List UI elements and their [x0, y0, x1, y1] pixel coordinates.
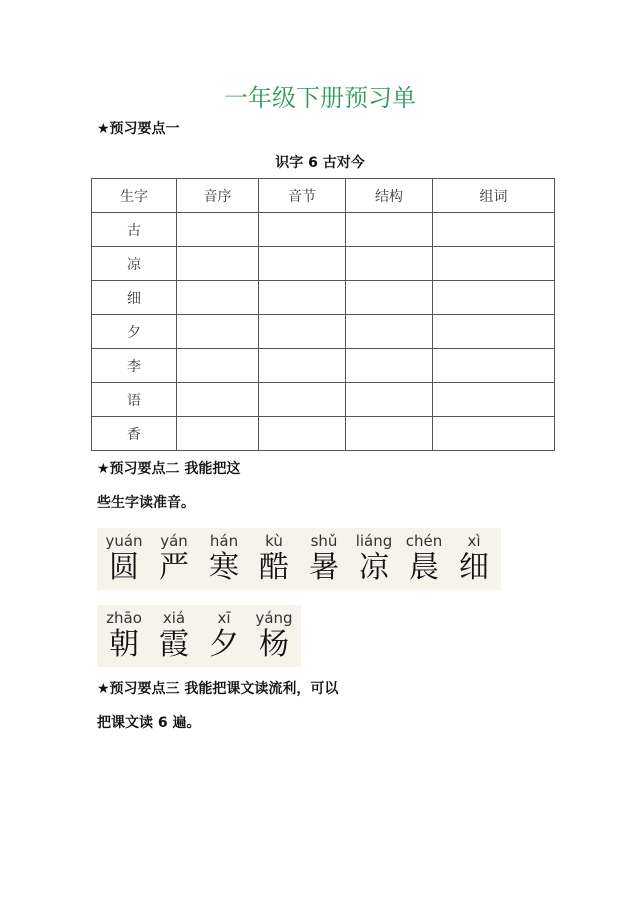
answer-cell[interactable] [177, 349, 259, 383]
pinyin: zhāo [106, 609, 142, 627]
hanzi: 圆 [109, 550, 139, 585]
pinyin-character [449, 532, 499, 586]
pinyin-character [349, 532, 399, 586]
pinyin-character [99, 609, 149, 663]
answer-cell[interactable] [346, 281, 433, 315]
answer-cell[interactable] [433, 383, 555, 417]
hanzi: 严 [159, 550, 189, 585]
column-header: 结构 [346, 179, 433, 213]
character-cell: 语 [92, 383, 177, 417]
pinyin-character [149, 609, 199, 663]
table-row [92, 247, 555, 281]
pinyin-image-row-2 [97, 605, 301, 667]
pinyin: yáng [255, 609, 293, 627]
hanzi: 酷 [259, 550, 289, 585]
hanzi: 暑 [309, 550, 339, 585]
character-cell: 凉 [92, 247, 177, 281]
pinyin-character [99, 532, 149, 586]
answer-cell[interactable] [346, 349, 433, 383]
pinyin: kù [265, 532, 283, 550]
pinyin-character [199, 532, 249, 586]
character-cell: 香 [92, 417, 177, 451]
pinyin-character [249, 532, 299, 586]
answer-cell[interactable] [177, 281, 259, 315]
column-header: 组词 [433, 179, 555, 213]
character-cell: 古 [92, 213, 177, 247]
section-1-heading: ★预习要点一 [97, 121, 180, 137]
section-2-line-2: 些生字读准音。 [97, 495, 195, 511]
answer-cell[interactable] [259, 383, 346, 417]
pinyin: hán [209, 532, 239, 550]
answer-cell[interactable] [346, 417, 433, 451]
hanzi: 杨 [259, 627, 289, 662]
answer-cell[interactable] [346, 213, 433, 247]
pinyin-character [149, 532, 199, 586]
pinyin: yuán [105, 532, 143, 550]
section-3-line-1: ★预习要点三 我能把课文读流利，可以 [97, 681, 339, 697]
answer-cell[interactable] [433, 315, 555, 349]
answer-cell[interactable] [346, 383, 433, 417]
hanzi: 细 [459, 550, 489, 585]
character-cell: 细 [92, 281, 177, 315]
pinyin-character [299, 532, 349, 586]
column-header: 音序 [177, 179, 259, 213]
section-3-line-2: 把课文读 6 遍。 [97, 715, 201, 731]
pinyin-character [399, 532, 449, 586]
answer-cell[interactable] [177, 247, 259, 281]
hanzi: 凉 [359, 550, 389, 585]
answer-cell[interactable] [177, 417, 259, 451]
pinyin-character [249, 609, 299, 663]
answer-cell[interactable] [177, 315, 259, 349]
answer-cell[interactable] [433, 281, 555, 315]
character-cell: 夕 [92, 315, 177, 349]
table-row [92, 417, 555, 451]
answer-cell[interactable] [259, 213, 346, 247]
table-row [92, 281, 555, 315]
pinyin-image-row-1 [97, 528, 501, 590]
pinyin: xī [217, 609, 231, 627]
answer-cell[interactable] [433, 213, 555, 247]
hanzi: 寒 [209, 550, 239, 585]
character-cell: 李 [92, 349, 177, 383]
table-row [92, 213, 555, 247]
answer-cell[interactable] [346, 247, 433, 281]
column-header: 音节 [259, 179, 346, 213]
answer-cell[interactable] [433, 349, 555, 383]
answer-cell[interactable] [259, 315, 346, 349]
answer-cell[interactable] [433, 417, 555, 451]
answer-cell[interactable] [259, 247, 346, 281]
answer-cell[interactable] [259, 281, 346, 315]
hanzi: 夕 [209, 627, 239, 662]
table-row [92, 315, 555, 349]
pinyin: chén [405, 532, 443, 550]
answer-cell[interactable] [433, 247, 555, 281]
column-header: 生字 [92, 179, 177, 213]
hanzi: 霞 [159, 627, 189, 662]
page-title: 一年级下册预习单 [224, 84, 416, 112]
pinyin: shǔ [310, 532, 338, 550]
pinyin: xiá [162, 609, 186, 627]
pinyin-character [199, 609, 249, 663]
section-2-line-1: ★预习要点二 我能把这 [97, 461, 241, 477]
pinyin: xì [467, 532, 481, 550]
pinyin: liáng [355, 532, 393, 550]
answer-cell[interactable] [346, 315, 433, 349]
pinyin: yán [160, 532, 188, 550]
table-row [92, 349, 555, 383]
hanzi: 朝 [109, 627, 139, 662]
answer-cell[interactable] [177, 213, 259, 247]
answer-cell[interactable] [259, 417, 346, 451]
character-table [91, 178, 555, 451]
answer-cell[interactable] [177, 383, 259, 417]
table-row [92, 383, 555, 417]
table-caption: 识字 6 古对今 [275, 155, 365, 171]
hanzi: 晨 [409, 550, 439, 585]
answer-cell[interactable] [259, 349, 346, 383]
